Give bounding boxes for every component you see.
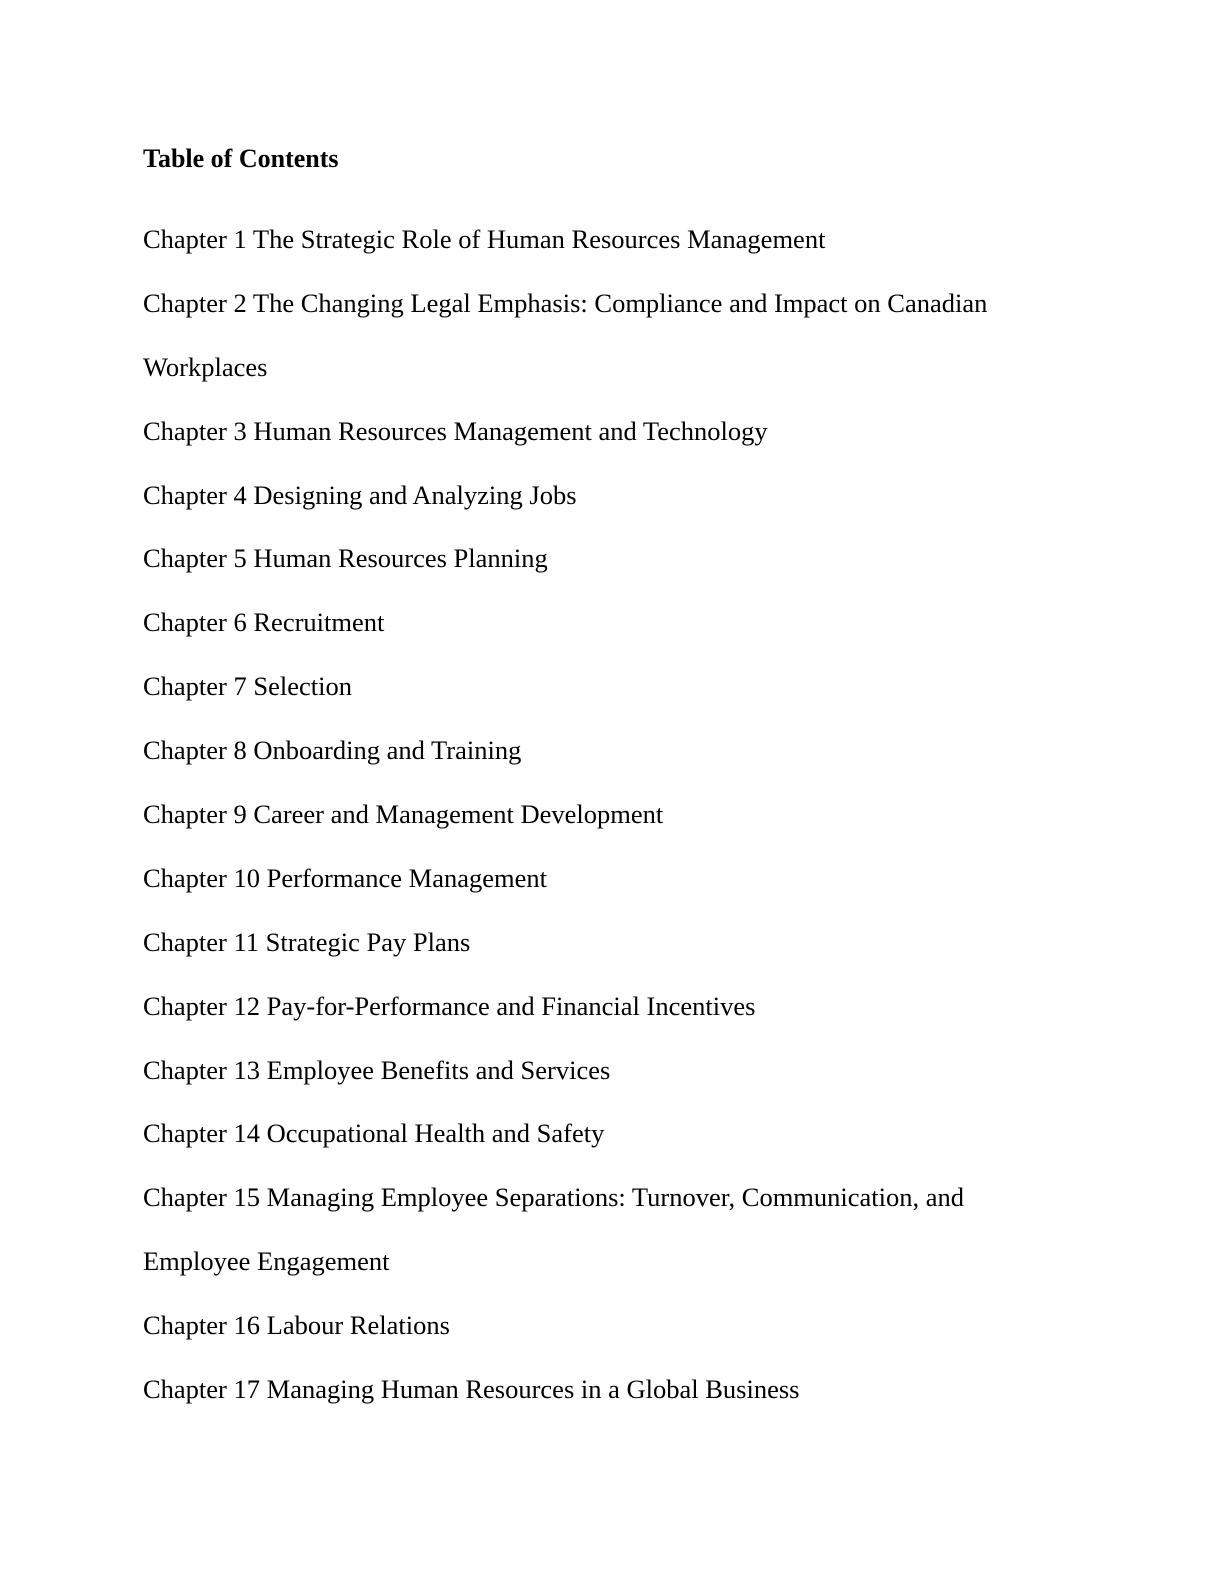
toc-line-chapter-4: Chapter 4 Designing and Analyzing Jobs bbox=[143, 479, 577, 510]
toc-list bbox=[143, 222, 1043, 1436]
toc-heading: Table of Contents bbox=[143, 144, 339, 173]
toc-line-chapter-16: Chapter 16 Labour Relations bbox=[143, 1310, 450, 1341]
toc-line-chapter-12: Chapter 12 Pay-for-Performance and Financial Incentives bbox=[143, 990, 756, 1021]
toc-line-chapter-14: Chapter 14 Occupational Health and Safety bbox=[143, 1118, 605, 1149]
toc-line-chapter-7: Chapter 7 Selection bbox=[143, 671, 352, 702]
toc-line-chapter-11: Chapter 11 Strategic Pay Plans bbox=[143, 926, 471, 957]
toc-line-chapter-15: Chapter 15 Managing Employee Separations: Turnover, Communication, and bbox=[143, 1182, 965, 1213]
toc-line-chapter-2: Chapter 2 The Changing Legal Emphasis: Compliance and Impact on Canadian bbox=[143, 287, 988, 318]
toc-line-chapter-3: Chapter 3 Human Resources Management and Technology bbox=[143, 415, 768, 446]
toc-line-chapter-6: Chapter 6 Recruitment bbox=[143, 607, 385, 638]
toc-line-chapter-17: Chapter 17 Managing Human Resources in a Global Business bbox=[143, 1374, 800, 1405]
toc-line-chapter-13: Chapter 13 Employee Benefits and Services bbox=[143, 1054, 611, 1085]
toc-line-chapter-1: Chapter 1 The Strategic Role of Human Resources Management bbox=[143, 224, 826, 254]
toc-line-chapter-10: Chapter 10 Performance Management bbox=[143, 862, 547, 893]
toc-line-chapter-2-continued: Workplaces bbox=[143, 351, 268, 382]
toc-line-chapter-5: Chapter 5 Human Resources Planning bbox=[143, 543, 548, 574]
toc-line-chapter-15-continued: Employee Engagement bbox=[143, 1246, 390, 1277]
toc-line-chapter-9: Chapter 9 Career and Management Development bbox=[143, 799, 664, 830]
toc-line-chapter-8: Chapter 8 Onboarding and Training bbox=[143, 735, 522, 766]
